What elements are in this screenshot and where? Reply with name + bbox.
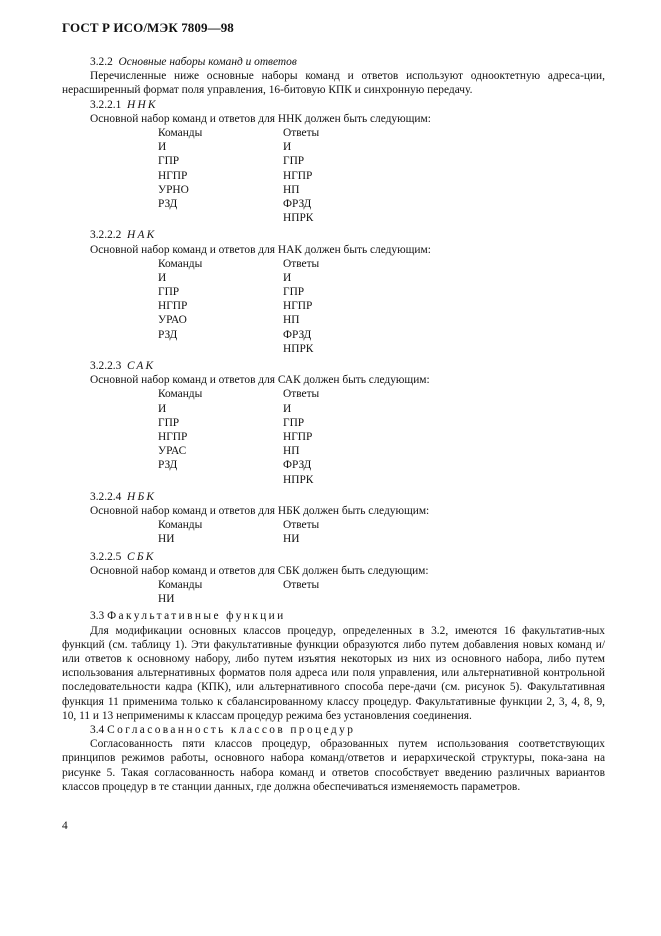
commands-column-header: Команды (158, 519, 203, 532)
command-table-nak (62, 257, 605, 356)
class-heading-sbk (62, 550, 605, 564)
page-number: 4 (62, 820, 68, 832)
class-intro: Основной набор команд и ответов для НБК должен быть следующим: (90, 504, 430, 517)
class-name: НБК (127, 490, 157, 503)
table-row (62, 197, 605, 211)
table-header-row (62, 257, 605, 271)
command-cell: И (158, 271, 167, 284)
command-table-nbk (62, 518, 605, 546)
command-cell: РЗД (158, 328, 178, 341)
section-title: Согласованность классов процедур (107, 723, 356, 736)
response-cell: НГПР (283, 300, 313, 313)
command-cell: НИ (158, 593, 175, 606)
responses-column-header: Ответы (283, 257, 320, 270)
command-cell: И (158, 402, 167, 415)
table-header-row (62, 126, 605, 140)
class-number: 3.2.2.5 (90, 550, 122, 563)
command-cell (62, 211, 283, 225)
table-row (62, 211, 605, 225)
class-name: НАК (127, 229, 157, 242)
section-heading-3-3 (62, 609, 605, 623)
section-heading-3-4 (62, 723, 605, 737)
responses-column-header: Ответы (283, 578, 320, 591)
command-cell: НГПР (158, 300, 188, 313)
class-heading-nbk (62, 490, 605, 504)
class-name: САК (127, 360, 156, 373)
class-number: 3.2.2.3 (90, 360, 122, 373)
table-row (62, 328, 605, 342)
command-cell: ГПР (158, 286, 180, 299)
response-cell: И (283, 271, 292, 284)
table-row (62, 416, 605, 430)
table-row (62, 473, 605, 487)
command-table-sak (62, 387, 605, 486)
section-number: 3.3 (90, 610, 105, 623)
response-cell: ГПР (283, 286, 305, 299)
class-intro: Основной набор команд и ответов для САК должен быть следующим: (90, 374, 430, 387)
class-name: ННК (127, 98, 158, 111)
command-cell (62, 473, 283, 487)
class-number: 3.2.2.2 (90, 229, 122, 242)
command-cell: УРНО (158, 183, 189, 196)
page-content (62, 55, 605, 794)
responses-column-header: Ответы (283, 388, 320, 401)
response-cell: И (283, 141, 292, 154)
response-cell: НП (283, 183, 300, 196)
section-number: 3.4 (90, 723, 105, 736)
table-row (62, 140, 605, 154)
command-cell: ГПР (158, 155, 180, 168)
table-row (62, 154, 605, 168)
section-number: 3.2.2 (90, 56, 113, 68)
section-title: Факультативные функции (107, 610, 286, 623)
response-cell: ФРЗД (283, 459, 312, 472)
table-row (62, 532, 605, 546)
response-cell: ФРЗД (283, 328, 312, 341)
commands-column-header: Команды (158, 578, 203, 591)
section-paragraph-3-2-2: Перечисленные ниже основные наборы команд и ответов используют однооктетную адреса-ции, нерасширенный формат поля управления, 16-битовую КПК и синхронную передачу. (62, 70, 605, 97)
command-cell: НГПР (158, 431, 188, 444)
command-cell: ГПР (158, 416, 180, 429)
command-cell (62, 342, 283, 356)
class-heading-nak (62, 228, 605, 242)
class-number: 3.2.2.1 (90, 98, 122, 111)
class-heading-sak (62, 359, 605, 373)
response-cell (283, 592, 483, 606)
table-row (62, 592, 605, 606)
command-cell: И (158, 141, 167, 154)
response-cell: НПРК (283, 342, 314, 355)
response-cell: НИ (283, 533, 300, 546)
table-row (62, 285, 605, 299)
response-cell: ФРЗД (283, 197, 312, 210)
command-cell: НИ (158, 533, 175, 546)
response-cell: И (283, 402, 292, 415)
table-row (62, 444, 605, 458)
response-cell: НГПР (283, 169, 313, 182)
section-paragraph-3-4: Согласованность пяти классов процедур, образованных путем использования соответствующих принципов режимов работы, основного набора команд/ответов и иерархической структуры, пока-зана на рисунке 5. Такая согласованность набора команд и ответов способствует введению различных вариантов классов процедур в те станции данных, где должна обеспечиваться изменяемость параметров. (62, 738, 605, 793)
command-cell: РЗД (158, 459, 178, 472)
table-header-row (62, 518, 605, 532)
command-table-nnk (62, 126, 605, 225)
section-title: Основные наборы команд и ответов (118, 56, 297, 68)
class-heading-nnk (62, 98, 605, 112)
response-cell: НПРК (283, 212, 314, 225)
command-table-sbk (62, 578, 605, 606)
commands-column-header: Команды (158, 257, 203, 270)
command-cell: УРАО (158, 314, 187, 327)
command-cell: УРАС (158, 445, 187, 458)
section-paragraph-3-3: Для модификации основных классов процедур, определенных в 3.2, имеются 16 факультатив-ных функций (см. таблицу 1). Эти факультативные функции образуются либо путем добавления новых команд и/или ответов к основному набору, либо путем изъятия некоторых из них из основного набора, либо путем использования альтернативных форматов поля адреса или поля управления, или альтернативной контрольной последовательности кадра (КПК), или альтернативного способа пере-дачи (см. рисунок 5). Факультативная функция 11 применима только к сбалансированному классу процедур. Факультативные функции 2, 3, 4, 8, 9, 10, 11 и 13 неприменимы к классам процедур режима без установления соединения. (62, 624, 605, 722)
response-cell: ГПР (283, 155, 305, 168)
class-intro: Основной набор команд и ответов для СБК должен быть следующим: (90, 564, 429, 577)
responses-column-header: Ответы (283, 127, 320, 140)
commands-column-header: Команды (158, 127, 203, 140)
table-row (62, 313, 605, 327)
class-intro: Основной набор команд и ответов для НАК должен быть следующим: (90, 243, 431, 256)
class-number: 3.2.2.4 (90, 490, 122, 503)
table-row (62, 430, 605, 444)
table-row (62, 402, 605, 416)
section-heading-3-2-2 (62, 55, 605, 69)
class-intro: Основной набор команд и ответов для ННК должен быть следующим: (90, 112, 431, 125)
command-cell: РЗД (158, 197, 178, 210)
response-cell: НП (283, 314, 300, 327)
table-row (62, 299, 605, 313)
table-row (62, 183, 605, 197)
response-cell: НПРК (283, 473, 314, 486)
class-name: СБК (127, 550, 156, 563)
table-row (62, 458, 605, 472)
table-row (62, 342, 605, 356)
response-cell: НП (283, 445, 300, 458)
table-header-row (62, 387, 605, 401)
responses-column-header: Ответы (283, 519, 320, 532)
table-row (62, 271, 605, 285)
response-cell: НГПР (283, 431, 313, 444)
commands-column-header: Команды (158, 388, 203, 401)
table-header-row (62, 578, 605, 592)
page-header: ГОСТ Р ИСО/МЭК 7809—98 (62, 20, 234, 35)
table-row (62, 169, 605, 183)
response-cell: ГПР (283, 416, 305, 429)
command-cell: НГПР (158, 169, 188, 182)
